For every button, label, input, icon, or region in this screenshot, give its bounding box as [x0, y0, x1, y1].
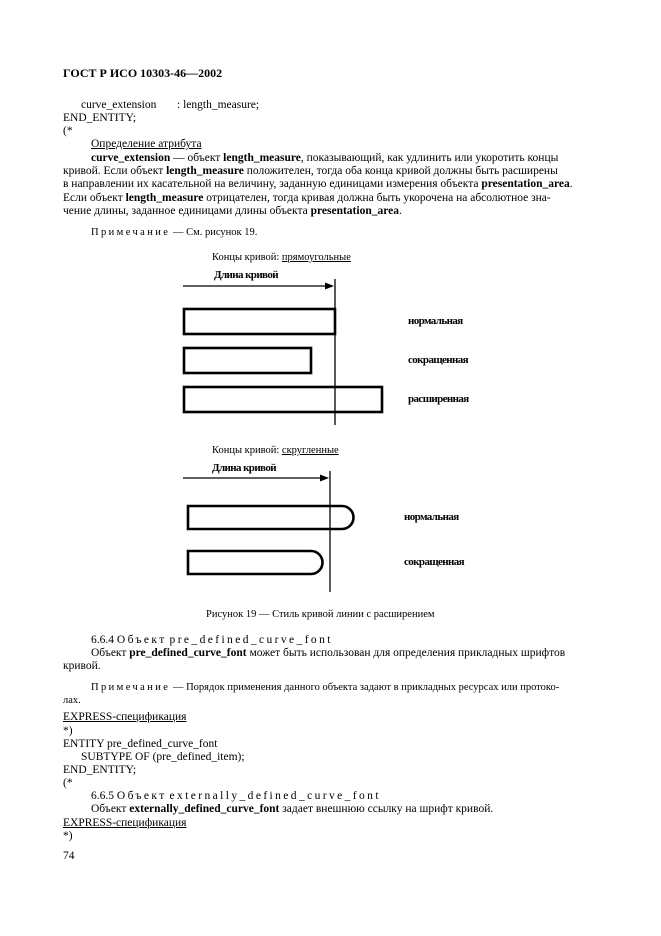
text: , показывающий, как удлинить или укоротить концы	[300, 152, 559, 164]
end-style-rounded: скругленные	[281, 445, 339, 456]
express-1-line-1: *)	[63, 725, 73, 737]
section-word: Объект	[116, 790, 167, 802]
code-end-entity: END_ENTITY;	[63, 112, 137, 124]
text: может быть использован для определения прикладных шрифтов	[246, 647, 566, 659]
term-presentation-area: presentation_area	[481, 178, 570, 190]
length-label-2: Длина кривой	[212, 462, 276, 474]
section-6-6-4-heading	[91, 634, 333, 647]
text: Объект	[91, 803, 130, 815]
section-6-6-5-heading	[91, 790, 381, 803]
page-number: 74	[63, 850, 75, 862]
term-curve-extension: curve_extension	[91, 152, 171, 164]
curve-rounded-normal	[188, 506, 354, 529]
text: кривой. Если объект	[63, 165, 167, 177]
row2-label-shortened: сокращенная	[404, 556, 465, 568]
text: Концы кривой:	[212, 252, 282, 263]
express-2-line-1: *)	[63, 830, 73, 842]
section-entity-name: externally_defined_curve_font	[169, 790, 381, 802]
length-arrow-head	[325, 283, 334, 290]
note-2-line-2: лах.	[63, 695, 81, 706]
text: .	[569, 178, 573, 190]
section-6-6-4-para-2: кривой.	[63, 660, 101, 672]
section-6-6-4-para-1	[91, 647, 565, 660]
note-2-line-1	[91, 681, 559, 694]
curve-rounded-shortened	[188, 551, 323, 574]
term-pre-defined-curve-font: pre_defined_curve_font	[129, 647, 247, 659]
note-label: Примечание	[91, 682, 171, 693]
row2-label-normal: нормальная	[404, 511, 459, 523]
figure-section-2-label	[212, 444, 339, 457]
text: .	[398, 205, 402, 217]
term-presentation-area: presentation_area	[310, 205, 399, 217]
figure-caption: Рисунок 19 — Стиль кривой линии с расширением	[206, 609, 435, 620]
express-1-line-5: (*	[63, 777, 73, 789]
row-label-normal: нормальная	[408, 315, 463, 327]
note-text: — Порядок применения данного объекта задают в прикладных ресурсах или протоко-	[170, 682, 560, 693]
text: Концы кривой:	[212, 445, 282, 456]
text: Если объект	[63, 192, 126, 204]
section-number: 6.6.5	[91, 790, 114, 802]
length-label-1: Длина кривой	[214, 269, 278, 281]
note-label: Примечание	[91, 227, 171, 238]
end-style-rectangular: прямоугольные	[281, 252, 351, 263]
term-length-measure: length_measure	[166, 165, 244, 177]
code-attr-type: : length_measure;	[177, 99, 260, 111]
row-label-shortened: сокращенная	[408, 354, 469, 366]
section-6-6-5-para-1	[91, 803, 493, 816]
page-header: ГОСТ Р ИСО 10303-46—2002	[63, 66, 223, 80]
express-spec-heading-1: EXPRESS-спецификация	[63, 711, 187, 723]
code-comment-open: (*	[63, 125, 73, 137]
text: Объект	[91, 647, 130, 659]
text: задает внешнюю ссылку на шрифт кривой.	[279, 803, 494, 815]
express-1-line-3: SUBTYPE OF (pre_defined_item);	[81, 751, 245, 763]
curve-normal	[184, 309, 335, 334]
text: чение длины, заданное единицами длины объекта	[63, 205, 311, 217]
text: в направлении их касательной на величину, заданную единицами измерения объекта	[63, 178, 482, 190]
express-1-line-2: ENTITY pre_defined_curve_font	[63, 738, 218, 750]
note-text: — См. рисунок 19.	[170, 227, 258, 238]
attr-def-heading: Определение атрибута	[91, 138, 202, 150]
curve-extended	[184, 387, 382, 412]
length-arrow-head-2	[320, 475, 329, 482]
row-label-extended: расширенная	[408, 393, 469, 405]
code-attr-name: curve_extension	[81, 99, 157, 111]
text: положителен, тогда оба конца кривой должны быть расширены	[243, 165, 558, 177]
text: — объект	[170, 152, 224, 164]
section-number: 6.6.4	[91, 634, 114, 646]
term-length-measure: length_measure	[125, 192, 204, 204]
express-1-line-4: END_ENTITY;	[63, 764, 137, 776]
express-spec-heading-2: EXPRESS-спецификация	[63, 817, 187, 829]
section-entity-name: pre_defined_curve_font	[169, 634, 333, 646]
curve-shortened	[184, 348, 311, 373]
term-length-measure: length_measure	[223, 152, 301, 164]
text: отрицателен, тогда кривая должна быть укорочена на абсолютное зна-	[203, 192, 551, 204]
section-word: Объект	[116, 634, 167, 646]
term-externally-defined-curve-font: externally_defined_curve_font	[129, 803, 280, 815]
